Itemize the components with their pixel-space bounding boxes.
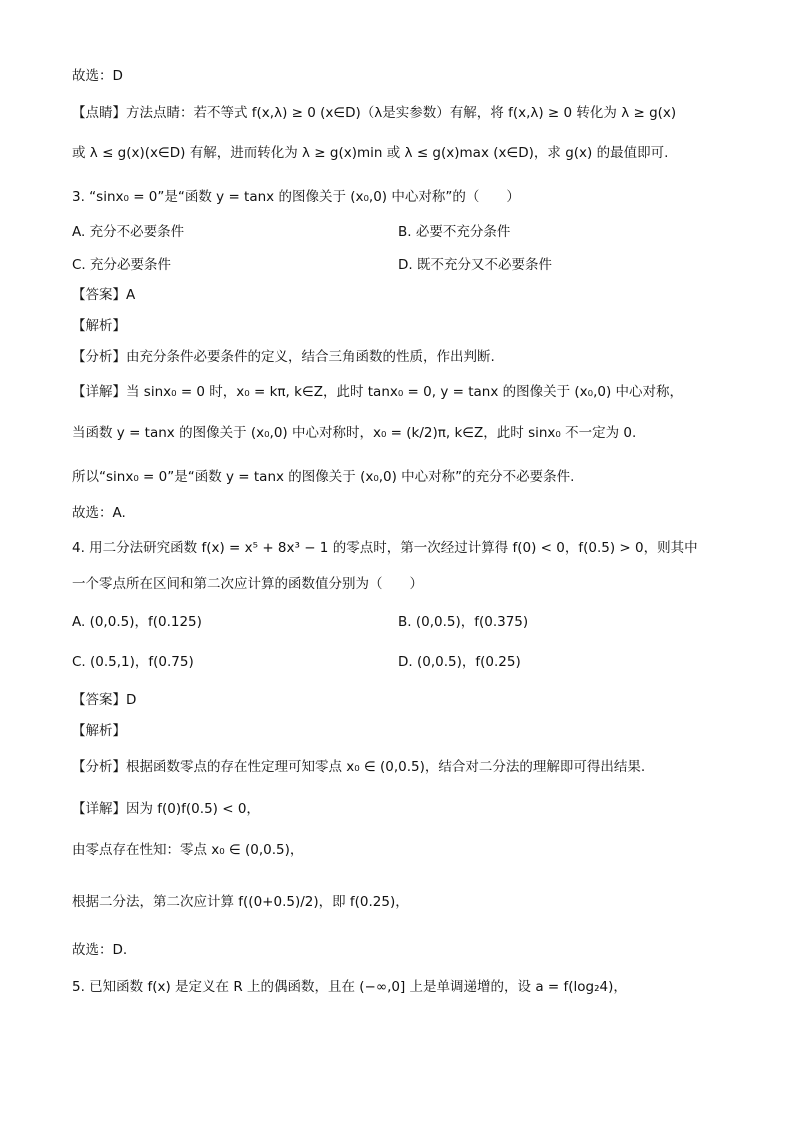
q4-detail-line-1: 【详解】因为 f(0)f(0.5) < 0， bbox=[72, 801, 260, 817]
question-3-stem: 3. “sinx₀ = 0”是“函数 y = tanx 的图像关于 (x₀,0) 中心对称”的（ ） bbox=[72, 189, 520, 205]
q3-detail-line-2: 当函数 y = tanx 的图像关于 (x₀,0) 中心对称时，x₀ = (k/2)π, k∈Z，此时 sinx₀ 不一定为 0. bbox=[72, 425, 637, 441]
question-5-stem: 5. 已知函数 f(x) 是定义在 R 上的偶函数，且在 (−∞,0] 上是单调递增的，设 a = f(log₂4)， bbox=[72, 979, 627, 995]
q4-conclusion: 故选：D. bbox=[72, 942, 128, 958]
tip-paragraph-line-1: 【点睛】方法点睛：若不等式 f(x,λ) ≥ 0 (x∈D)（λ是实参数）有解，将 f(x,λ) ≥ 0 转化为 λ ≥ g(x) bbox=[72, 105, 677, 121]
q3-analysis-heading: 【解析】 bbox=[72, 318, 126, 334]
q3-detail-line-1: 【详解】当 sinx₀ = 0 时，x₀ = kπ, k∈Z，此时 tanx₀ = 0, y = tanx 的图像关于 (x₀,0) 中心对称， bbox=[72, 384, 684, 400]
q4-option-b: B. (0,0.5)，f(0.375) bbox=[398, 614, 529, 630]
q4-analysis: 【分析】根据函数零点的存在性定理可知零点 x₀ ∈ (0,0.5)，结合对二分法的理解即可得出结果. bbox=[72, 759, 646, 775]
q3-option-c: C. 充分必要条件 bbox=[72, 257, 172, 273]
q4-analysis-heading: 【解析】 bbox=[72, 723, 126, 739]
choice-conclusion: 故选：D bbox=[72, 68, 123, 84]
q4-answer: 【答案】D bbox=[72, 692, 137, 708]
q4-option-d: D. (0,0.5)，f(0.25) bbox=[398, 654, 521, 670]
q4-option-a: A. (0,0.5)，f(0.125) bbox=[72, 614, 202, 630]
q3-conclusion: 故选：A. bbox=[72, 505, 126, 521]
q3-option-b: B. 必要不充分条件 bbox=[398, 224, 511, 240]
question-4-stem-line-2: 一个零点所在区间和第二次应计算的函数值分别为（ ） bbox=[72, 576, 423, 592]
q4-detail-line-3: 根据二分法，第二次应计算 f((0+0.5)/2)，即 f(0.25)， bbox=[72, 894, 409, 910]
q3-option-a: A. 充分不必要条件 bbox=[72, 224, 185, 240]
q3-answer: 【答案】A bbox=[72, 287, 136, 303]
q3-analysis: 【分析】由充分条件必要条件的定义，结合三角函数的性质，作出判断. bbox=[72, 349, 495, 365]
q4-option-c: C. (0.5,1)，f(0.75) bbox=[72, 654, 194, 670]
q3-option-d: D. 既不充分又不必要条件 bbox=[398, 257, 552, 273]
question-4-stem-line-1: 4. 用二分法研究函数 f(x) = x⁵ + 8x³ − 1 的零点时，第一次经过计算得 f(0) < 0，f(0.5) > 0，则其中 bbox=[72, 540, 698, 556]
q4-detail-line-2: 由零点存在性知：零点 x₀ ∈ (0,0.5)， bbox=[72, 842, 304, 858]
tip-paragraph-line-2: 或 λ ≤ g(x)(x∈D) 有解，进而转化为 λ ≥ g(x)min 或 λ ≤ g(x)max (x∈D)，求 g(x) 的最值即可. bbox=[72, 145, 669, 161]
q3-detail-line-3: 所以“sinx₀ = 0”是“函数 y = tanx 的图像关于 (x₀,0) 中心对称”的充分不必要条件. bbox=[72, 469, 575, 485]
